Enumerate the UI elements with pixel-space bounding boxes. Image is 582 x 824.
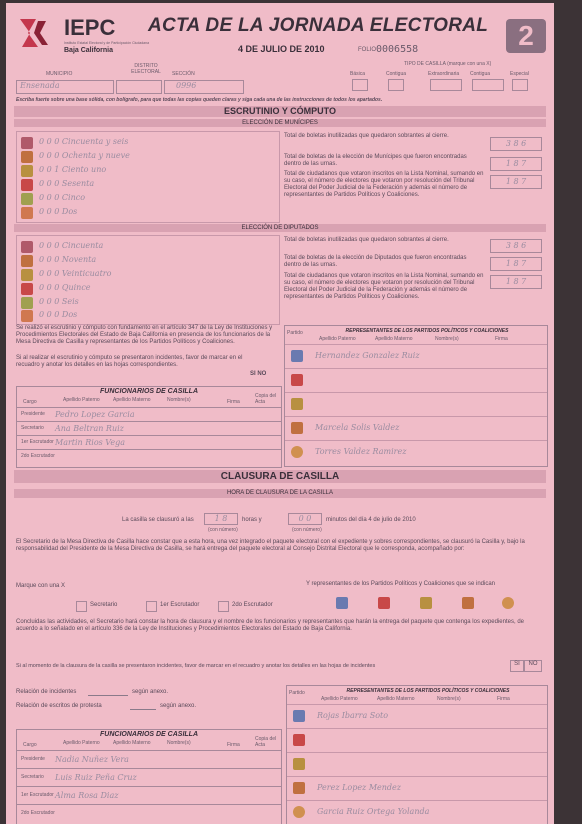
representatives-row-1 [285, 344, 547, 369]
booth-type-box-5[interactable] [512, 79, 528, 91]
incidents-relation-label: Relación de incidentes [16, 689, 77, 695]
closure-representatives-col-paterno: Apellido Paterno [321, 696, 358, 702]
closure-hour-title: HORA DE CLAUSURA DE LA CASILLA [14, 489, 546, 498]
officials-table [16, 386, 282, 468]
closure-section-title: CLAUSURA DE CASILLA [14, 470, 546, 483]
representative-name: Hernandez Gonzalez Ruiz [315, 351, 420, 360]
closure-officials-col-paterno: Apellido Paterno [63, 740, 100, 746]
closure-hint-hour: (con número) [208, 527, 238, 533]
party-logo-icon [21, 193, 33, 205]
closure-representatives-row-4 [287, 776, 547, 801]
party-logo-icon [291, 350, 303, 362]
municipal-row-5 [21, 193, 275, 206]
district-label: DISTRITO ELECTORAL [131, 63, 161, 75]
closure-officials-role: Presidente [21, 756, 45, 762]
deputies-row-5 [21, 297, 275, 310]
officials-name: Martin Rios Vega [55, 438, 125, 447]
officials-row-1 [17, 407, 281, 422]
instructions: Escriba fuerte sobre una base sólida, con bolígrafo, para que todas las copias queden claras y siga cada una de las instrucciones de todos los apartados. [16, 97, 383, 103]
officials-col-copia: Copia del Acta [255, 393, 277, 405]
officials-col-nombre: Nombre(s) [167, 397, 191, 403]
closure-officials-role: 1er Escrutador [21, 792, 54, 798]
incidents-relation-line[interactable] [88, 695, 128, 696]
representatives-col-partido: Partido [287, 330, 303, 336]
closure-representatives-col-nombre: Nombre(s) [437, 696, 461, 702]
closure-text-b: horas y [242, 517, 262, 523]
logo-text: IEPC [64, 15, 116, 40]
officials-role: 2do Escrutador [21, 453, 55, 459]
document-number-badge: 2 [506, 19, 546, 53]
party-logo-icon [291, 374, 303, 386]
representatives-row-4 [285, 416, 547, 441]
booth-type-extraordinaria: Extraordinaria [428, 71, 460, 77]
party-logo-icon [291, 422, 303, 434]
booth-type-options [346, 71, 546, 93]
option-second-scrutineer-checkbox[interactable] [218, 601, 229, 612]
option-secretary-checkbox[interactable] [76, 601, 87, 612]
officials-row-3 [17, 435, 281, 450]
booth-type-label: TIPO DE CASILLA (marque con una X) [404, 61, 492, 67]
closure-officials-row-3 [17, 786, 281, 805]
closure-officials-row-2 [17, 768, 281, 787]
closure-officials-row-1 [17, 750, 281, 769]
counting-section-title: ESCRUTINIO Y CÓMPUTO [14, 106, 546, 117]
municipal-election-title: ELECCIÓN DE MUNÍCIPES [14, 119, 546, 127]
municipal-row-4 [21, 179, 275, 192]
closure-text-c: minutos del día 4 de julio de 2010 [326, 517, 416, 523]
deputies-question-unused: Total de boletas inutilizadas que quedaron sobrantes al cierre. [284, 237, 449, 243]
party-logo-icon [293, 758, 305, 770]
party-logo-icon [21, 165, 33, 177]
officials-role: Secretario [21, 425, 44, 431]
electoral-record-sheet [6, 3, 554, 824]
municipal-row-2 [21, 151, 275, 164]
deputies-election-title: ELECCIÓN DE DIPUTADOS [14, 224, 546, 232]
closure-incidents-no[interactable]: NO [524, 660, 542, 672]
representatives-col-nombre: Nombre(s) [435, 336, 459, 342]
counting-incidents-si-no[interactable]: SI NO [250, 371, 267, 377]
option-first-scrutineer-checkbox[interactable] [146, 601, 157, 612]
deputies-row-6 [21, 310, 275, 323]
representatives-table [284, 325, 548, 467]
booth-type-box-1[interactable] [352, 79, 368, 91]
representatives-col-paterno: Apellido Paterno [319, 336, 356, 342]
logo-mark-icon [16, 15, 62, 51]
closure-representatives-row-5 [287, 800, 547, 824]
logo-state: Baja California [64, 47, 114, 54]
iepc-logo [16, 15, 62, 51]
deputies-row-value: 0 0 0 Quince [39, 283, 91, 292]
closure-officials-role: Secretario [21, 774, 44, 780]
protest-annex-label: según anexo. [160, 703, 197, 709]
deputies-row-value: 0 0 0 Cincuenta [39, 241, 104, 250]
deputies-row-value: 0 0 0 Veinticuatro [39, 269, 112, 278]
party-logo-icon[interactable] [502, 597, 514, 609]
party-logo-icon [21, 269, 33, 281]
deputies-row-value: 0 0 0 Noventa [39, 255, 97, 264]
legal-basis-text: Se realizó el escrutinio y cómputo con fundamento en el artículo 347 de la Ley de Instituciones y Procedimientos Electorales del Estado de Baja California en presencia de los funcionarios de la Mesa Directiva de Casilla y representantes de los Partidos Políticos y Coaliciones. [16, 325, 273, 345]
party-logo-icon [291, 398, 303, 410]
officials-col-paterno: Apellido Paterno [63, 397, 100, 403]
party-logo-icon [293, 734, 305, 746]
closure-representatives-row-3 [287, 752, 547, 777]
municipal-question-found: Total de boletas de la elección de Munícipes que fueron encontradas dentro de las urnas. [284, 154, 467, 167]
representatives-col-firma: Firma [495, 336, 508, 342]
closure-representative-name: Perez Lopez Mendez [317, 783, 401, 792]
party-logo-icon[interactable] [420, 597, 432, 609]
municipal-row-value: 0 0 0 Dos [39, 207, 78, 216]
deputies-results-list [16, 235, 280, 325]
party-logo-icon [21, 179, 33, 191]
party-logo-icon[interactable] [336, 597, 348, 609]
mark-with-x-label: Marque con una X [16, 583, 66, 589]
booth-type-especial: Especial [510, 71, 529, 77]
closure-representative-name: Rojas Ibarra Soto [317, 711, 389, 720]
deputies-row-value: 0 0 0 Dos [39, 310, 78, 319]
municipal-row-value: 0 0 1 Ciento uno [39, 165, 107, 174]
municipal-row-6 [21, 207, 275, 220]
officials-name: Pedro Lopez Garcia [55, 410, 135, 419]
deputies-question-voters: Total de ciudadanos que votaron inscritos en la Lista Nominal, sumando en su caso, el número de electores que votaron por resolución del Tribunal Electoral del Poder Judicial de la Federación y además el número de representantes de Partidos Políticos y Coaliciones. [284, 273, 484, 300]
municipal-row-value: 0 0 0 Sesenta [39, 179, 95, 188]
closure-incidents-si[interactable]: SI [510, 660, 524, 672]
party-logo-icon [21, 137, 33, 149]
folio-label: FOLIO [358, 47, 377, 53]
closure-representatives-col-firma: Firma [497, 696, 510, 702]
deputies-unused-value[interactable]: 3 8 6 [490, 239, 542, 253]
municipal-results-list [16, 131, 280, 223]
closure-representatives-table [286, 685, 548, 824]
deputies-row-4 [21, 283, 275, 296]
closure-officials-table [16, 729, 282, 824]
closure-officials-name: Luis Ruiz Peña Cruz [55, 773, 137, 782]
closure-hint-minute: (con número) [292, 527, 322, 533]
deputies-row-1 [21, 241, 275, 254]
closure-officials-role: 2do Escrutador [21, 810, 55, 816]
deputies-question-found: Total de boletas de la elección de Diputados que fueron encontradas dentro de las urnas. [284, 255, 467, 268]
municipal-row-value: 0 0 0 Cincuenta y seis [39, 137, 129, 146]
municipal-row-value: 0 0 0 Cinco [39, 193, 86, 202]
protest-relation-label: Relación de escritos de protesta [16, 703, 102, 709]
representatives-title: REPRESENTANTES DE LOS PARTIDOS POLÍTICOS Y COALICIONES [345, 328, 509, 334]
officials-row-4 [17, 449, 281, 464]
booth-type-box-4[interactable] [472, 79, 504, 91]
document-title: ACTA DE LA JORNADA ELECTORAL [148, 15, 489, 36]
deputies-row-value: 0 0 0 Seis [39, 297, 79, 306]
municipality-label: MUNICIPIO [46, 71, 73, 77]
deputies-voters-value[interactable]: 1 8 7 [490, 275, 542, 289]
election-date: 4 DE JULIO DE 2010 [238, 44, 325, 54]
closure-officials-col-firma: Firma [227, 742, 240, 748]
representatives-row-2 [285, 368, 547, 393]
closure-representative-name: Garcia Ruiz Ortega Yolanda [317, 807, 430, 816]
closure-officials-title: FUNCIONARIOS DE CASILLA [100, 731, 198, 738]
option-first-scrutineer: 1er Escrutador [160, 602, 200, 608]
closure-officials-name: Alma Rosa Diaz [55, 791, 119, 800]
party-checkbox-row [336, 595, 536, 613]
closure-paragraph-1: El Secretario de la Mesa Directiva de Casilla hace constar que a esta hora, una vez integrado el paquete electoral con el expediente y sobres correspondientes, se clausuró la Casilla y, bajo la responsabilidad del Presidente de la Mesa Directiva de Casilla, se hará entrega del paquete electoral al Consejo Distrital Electoral que le corresponda, acompañado por: [16, 539, 525, 552]
officials-row-2 [17, 421, 281, 436]
booth-type-basica: Básica [350, 71, 366, 77]
officials-title: FUNCIONARIOS DE CASILLA [100, 388, 198, 395]
option-second-scrutineer: 2do Escrutador [232, 602, 273, 608]
deputies-found-value[interactable]: 1 8 7 [490, 257, 542, 271]
representatives-row-5 [285, 440, 547, 465]
party-logo-icon [21, 151, 33, 163]
municipal-row-value: 0 0 0 Ochenta y nueve [39, 151, 130, 160]
party-logo-icon [293, 710, 305, 722]
officials-col-materno: Apellido Materno [113, 397, 151, 403]
closure-representatives-title: REPRESENTANTES DE LOS PARTIDOS POLÍTICOS Y COALICIONES [346, 688, 510, 694]
officials-role: Presidente [21, 411, 45, 417]
section-label: SECCIÓN [172, 71, 195, 77]
party-logo-icon[interactable] [462, 597, 474, 609]
representatives-col-materno: Apellido Materno [375, 336, 413, 342]
closure-representatives-row-1 [287, 704, 547, 729]
party-logo-icon [21, 207, 33, 219]
closure-minute[interactable]: 0 0 [288, 513, 322, 525]
party-logo-icon [291, 446, 303, 458]
closure-officials-row-4 [17, 804, 281, 823]
municipal-question-unused: Total de boletas inutilizadas que quedaron sobrantes al cierre. [284, 133, 449, 139]
officials-col-firma: Firma [227, 399, 240, 405]
municipal-voters-value[interactable]: 1 8 7 [490, 175, 542, 189]
party-logo-icon [21, 297, 33, 309]
municipal-found-value[interactable]: 1 8 7 [490, 157, 542, 171]
representative-name: Torres Valdez Ramirez [315, 447, 407, 456]
closure-officials-col-nombre: Nombre(s) [167, 740, 191, 746]
booth-type-box-2[interactable] [388, 79, 404, 91]
incidents-annex-label: según anexo. [132, 689, 169, 695]
section-value: 0996 [176, 81, 197, 90]
representatives-indicated-label: Y representantes de los Partidos Políticos y Coaliciones que se indican [306, 581, 495, 587]
party-logo-icon [293, 806, 305, 818]
booth-type-contigua: Contigua [386, 71, 407, 77]
deputies-row-3 [21, 269, 275, 282]
party-logo-icon [21, 241, 33, 253]
municipal-unused-value[interactable]: 3 8 6 [490, 137, 542, 151]
booth-type-contigua-2: Contigua [470, 71, 491, 77]
closure-officials-col-cargo: Cargo [23, 742, 37, 748]
counting-incidents-question: Si al realizar el escrutinio y cómputo se presentaron incidentes, favor de marcar en el recuadro y anotar los detalles en las hojas correspondientes. [16, 355, 243, 368]
party-logo-icon[interactable] [378, 597, 390, 609]
party-logo-icon [21, 283, 33, 295]
closure-officials-col-materno: Apellido Materno [113, 740, 151, 746]
closure-representatives-col-materno: Apellido Materno [377, 696, 415, 702]
representative-name: Marcela Solis Valdez [315, 423, 400, 432]
party-logo-icon [21, 255, 33, 267]
officials-name: Ana Beltran Ruiz [55, 424, 124, 433]
protest-relation-line[interactable] [130, 709, 156, 710]
municipal-row-3 [21, 165, 275, 178]
folio-number: 0006558 [376, 44, 419, 55]
municipality-value: Ensenada [20, 81, 60, 90]
closure-representatives-row-2 [287, 728, 547, 753]
closure-paragraph-2: Concluidas las actividades, el Secretario hará constar la hora de clausura y el nombre de los funcionarios y representantes que harán la entrega del paquete que contenga los expedientes, de acuerdo a lo señalado en el artículo 336 de la Ley de Instituciones y Procedimientos Electorales del Estado de Baja California. [16, 619, 524, 632]
district-field[interactable] [116, 80, 162, 94]
representatives-row-3 [285, 392, 547, 417]
officials-col-cargo: Cargo [23, 399, 37, 405]
closure-hour[interactable]: 1 8 [204, 513, 238, 525]
closure-officials-name: Nadia Nuñez Vera [55, 755, 129, 764]
closure-incidents-question: Si al momento de la clausura de la casilla se presentaron incidentes, favor de marcar en el recuadro y anotar los detalles en las hojas de incidentes [16, 663, 376, 669]
municipal-row-1 [21, 137, 275, 150]
officials-role: 1er Escrutador [21, 439, 54, 445]
option-secretary: Secretario [90, 602, 118, 608]
logo-subtitle: Instituto Estatal Electoral y de Participación Ciudadana [64, 41, 150, 45]
closure-representatives-col-partido: Partido [289, 690, 305, 696]
closure-text-a: La casilla se clausuró a las [122, 517, 194, 523]
municipal-question-voters: Total de ciudadanos que votaron inscritos en la Lista Nominal, sumando en su caso, el número de electores que votaron por resolución del Tribunal Electoral del Poder Judicial de la Federación y además el número de representantes de Partidos Políticos y Coaliciones. [284, 171, 484, 198]
deputies-row-2 [21, 255, 275, 268]
party-logo-icon [21, 310, 33, 322]
party-logo-icon [293, 782, 305, 794]
closure-officials-col-copia: Copia del Acta [255, 736, 277, 748]
booth-type-box-3[interactable] [430, 79, 462, 91]
